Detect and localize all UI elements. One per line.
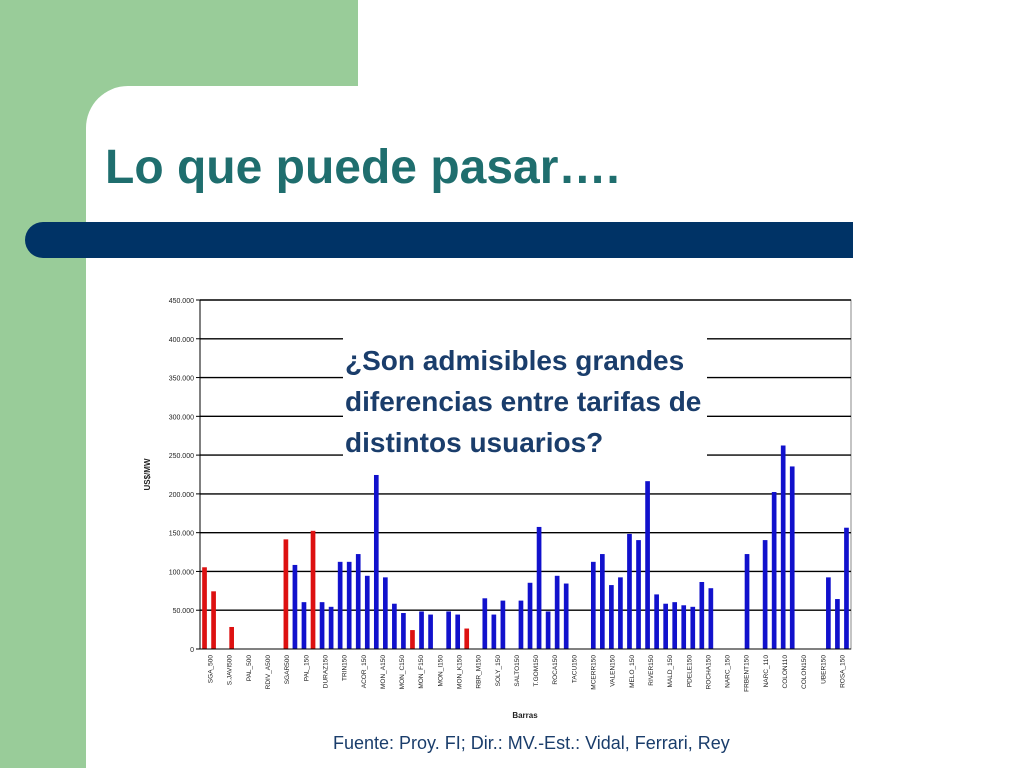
bar bbox=[772, 492, 776, 649]
x-tick-label: MON_F150 bbox=[418, 655, 426, 689]
bar bbox=[600, 554, 604, 649]
x-tick-label: FRBENT150 bbox=[743, 655, 751, 692]
bar bbox=[447, 612, 451, 649]
y-tick-label: 250.000 bbox=[168, 453, 194, 461]
bar bbox=[691, 607, 695, 649]
x-tick-label: PDELE150 bbox=[686, 655, 694, 688]
x-tick-label: TRIN150 bbox=[341, 655, 349, 682]
bar bbox=[537, 527, 541, 649]
bar bbox=[284, 540, 288, 649]
bar bbox=[745, 554, 749, 649]
bar bbox=[392, 604, 396, 649]
bar bbox=[202, 568, 206, 649]
x-tick-label: SOLY_150 bbox=[494, 655, 502, 687]
x-tick-label: DURAZ150 bbox=[322, 655, 330, 689]
bar bbox=[293, 565, 297, 649]
x-tick-label: MALD_150 bbox=[667, 655, 675, 688]
bar bbox=[627, 534, 631, 649]
question-callout bbox=[343, 338, 707, 463]
bar bbox=[374, 475, 378, 649]
bar bbox=[790, 467, 794, 649]
bar bbox=[673, 602, 677, 649]
bar bbox=[655, 595, 659, 649]
x-tick-label: ROSA_150 bbox=[839, 655, 847, 688]
y-tick-label: 400.000 bbox=[168, 336, 194, 344]
bar bbox=[456, 615, 460, 649]
bar bbox=[410, 630, 414, 649]
x-tick-label: UBER150 bbox=[820, 655, 828, 684]
bar bbox=[492, 615, 496, 649]
x-tick-label: RIVER150 bbox=[647, 655, 655, 686]
bar bbox=[564, 584, 568, 649]
x-tick-label: NARC_150 bbox=[724, 655, 732, 688]
x-axis-title: Barras bbox=[512, 711, 538, 720]
bar bbox=[646, 481, 650, 649]
x-tick-label: SGAR500 bbox=[284, 655, 292, 685]
title-underline-bar bbox=[25, 222, 853, 258]
y-tick-label: 350.000 bbox=[168, 375, 194, 383]
bar bbox=[302, 602, 306, 649]
bar bbox=[419, 612, 423, 649]
x-tick-label: MON_K150 bbox=[456, 655, 464, 689]
y-tick-label: 100.000 bbox=[168, 569, 194, 577]
x-tick-label: VALEN150 bbox=[609, 655, 617, 687]
bar bbox=[329, 607, 333, 649]
x-tick-label: MCERR150 bbox=[590, 655, 598, 690]
bar bbox=[546, 612, 550, 649]
x-tick-label: ROCHA150 bbox=[705, 655, 713, 690]
bar bbox=[429, 615, 433, 649]
y-tick-label: 300.000 bbox=[168, 414, 194, 422]
bar bbox=[519, 601, 523, 649]
y-tick-label: 450.000 bbox=[168, 298, 194, 305]
bar bbox=[465, 629, 469, 649]
x-tick-label: SALTO150 bbox=[513, 655, 521, 687]
x-tick-label: PAL_500 bbox=[245, 655, 253, 682]
x-tick-label: RDIV_A500 bbox=[265, 655, 273, 690]
bar bbox=[483, 599, 487, 649]
bar bbox=[311, 531, 315, 649]
bar bbox=[338, 562, 342, 649]
y-axis-title: US$/MW bbox=[143, 458, 152, 491]
callout-line-2: diferencias entre tarifas de bbox=[345, 386, 702, 417]
x-tick-label: TACU150 bbox=[571, 655, 579, 684]
x-tick-label: MON_A150 bbox=[379, 655, 387, 689]
bar bbox=[709, 589, 713, 649]
bar bbox=[844, 528, 848, 649]
callout-line-1: ¿Son admisibles grandes bbox=[345, 345, 685, 376]
bar bbox=[212, 592, 216, 649]
bar bbox=[383, 578, 387, 649]
x-tick-label: COLON150 bbox=[801, 655, 809, 689]
source-caption: Fuente: Proy. FI; Dir.: MV.-Est.: Vidal, Ferrari, Rey bbox=[333, 733, 730, 753]
callout-line-3: distintos usuarios? bbox=[345, 427, 604, 458]
bar bbox=[781, 446, 785, 649]
y-tick-label: 0 bbox=[190, 647, 194, 654]
bar bbox=[365, 576, 369, 649]
bar bbox=[347, 562, 351, 649]
bar bbox=[700, 582, 704, 649]
y-tick-label: 150.000 bbox=[168, 530, 194, 538]
x-tick-label: S.JAVI500 bbox=[226, 655, 234, 686]
bar bbox=[320, 602, 324, 649]
slide-title: Lo que puede pasar…. bbox=[105, 141, 620, 194]
bar bbox=[230, 627, 234, 649]
x-tick-label: COLON110 bbox=[781, 655, 789, 689]
x-tick-label: T.GOM150 bbox=[533, 655, 541, 687]
x-tick-label: ROCA150 bbox=[552, 655, 560, 685]
bar bbox=[835, 599, 839, 649]
y-tick-label: 200.000 bbox=[168, 491, 194, 499]
bar bbox=[501, 601, 505, 649]
bar bbox=[826, 578, 830, 649]
x-tick-label: MELO_150 bbox=[628, 655, 636, 688]
bar bbox=[763, 540, 767, 649]
x-tick-label: NARC_110 bbox=[762, 655, 770, 688]
bar bbox=[591, 562, 595, 649]
bar bbox=[618, 578, 622, 649]
x-tick-label: RBR_M150 bbox=[475, 655, 483, 689]
x-tick-label: SGA_500 bbox=[207, 655, 215, 684]
bar bbox=[636, 540, 640, 649]
bar bbox=[555, 576, 559, 649]
y-tick-label: 50.000 bbox=[172, 608, 194, 616]
x-tick-label: MON_C150 bbox=[399, 655, 407, 690]
bar bbox=[682, 606, 686, 649]
x-tick-label: MON_I150 bbox=[437, 655, 445, 687]
x-tick-label: ACOR_150 bbox=[360, 655, 368, 689]
x-tick-label: PAL_150 bbox=[303, 655, 311, 682]
bar bbox=[664, 604, 668, 649]
bar bbox=[528, 583, 532, 649]
bar bbox=[401, 613, 405, 649]
bar bbox=[356, 554, 360, 649]
bar bbox=[609, 585, 613, 649]
